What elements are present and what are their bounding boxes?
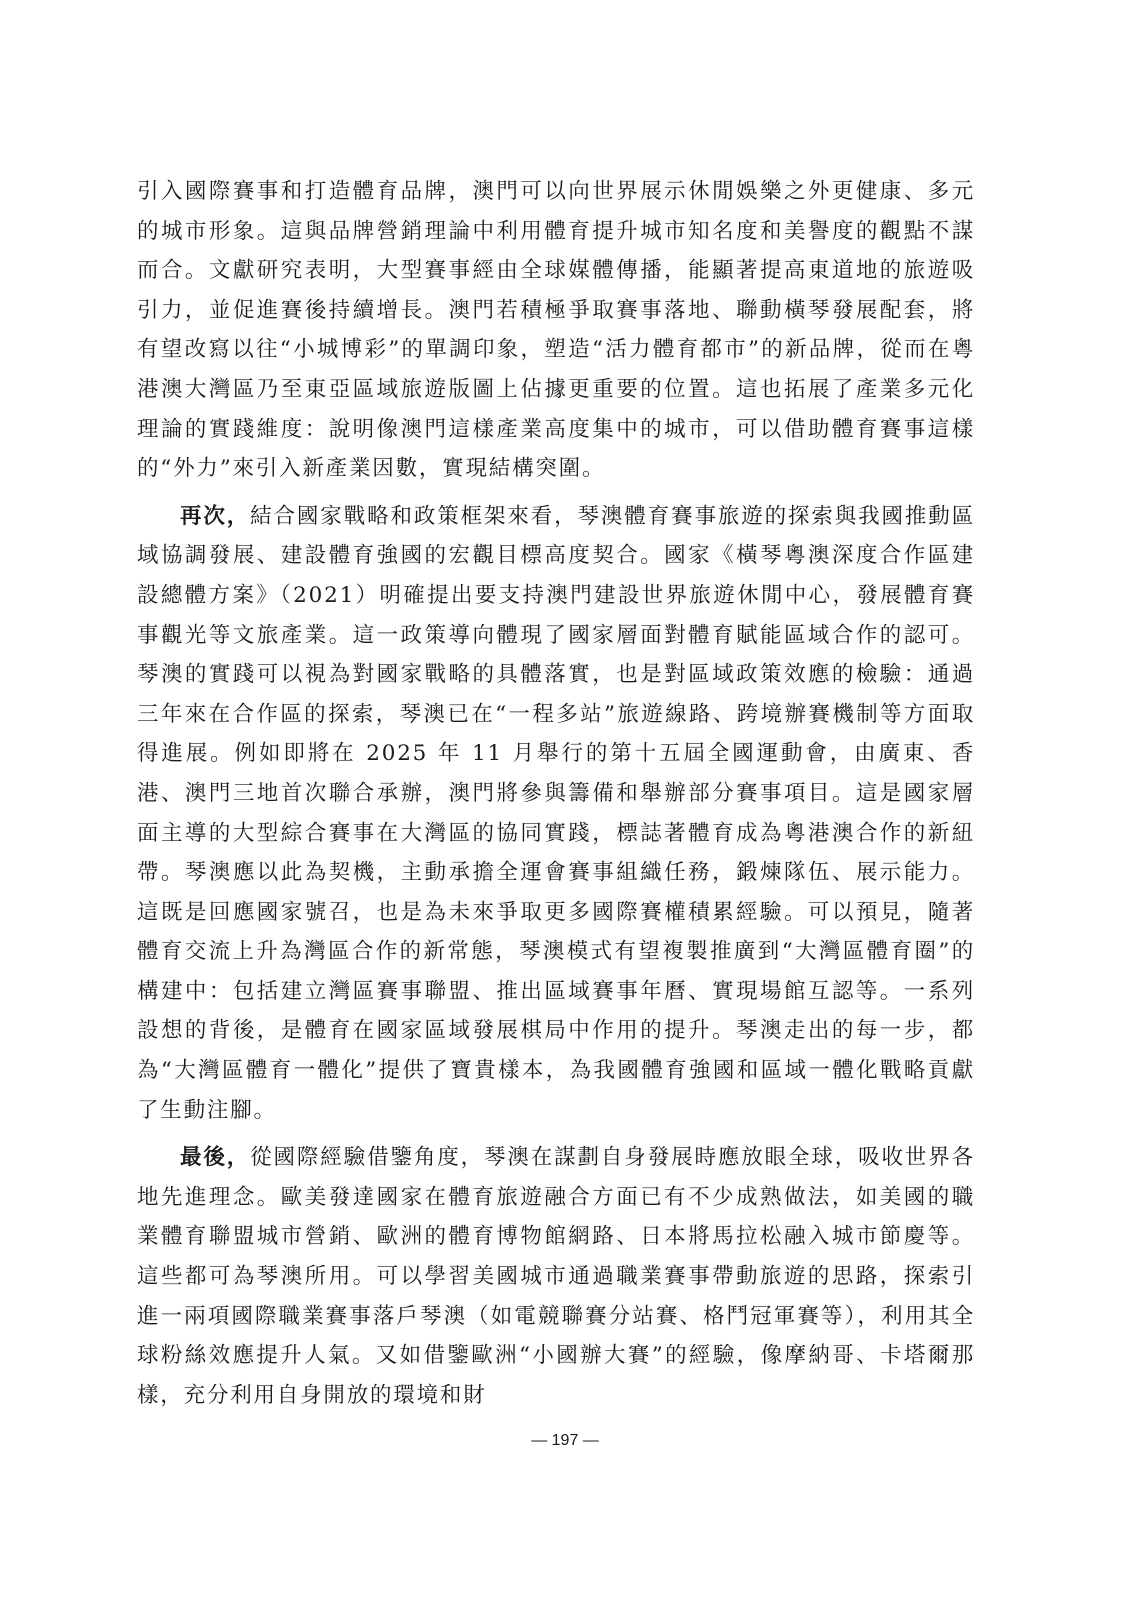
paragraph-2 (137, 497, 975, 1131)
paragraph-text: 結合國家戰略和政策框架來看，琴澳體育賽事旅遊的探索與我國推動區域協調發展、建設體育強國的宏觀目標高度契合。國家《橫琴粵澳深度合作區建設總體方案》（2021）明確提出要支持澳門建設世界旅遊休閒中心，發展體育賽事觀光等文旅產業。這一政策導向體現了國家層面對體育賦能區域合作的認可。琴澳的實踐可以視為對國家戰略的具體落實，也是對區域政策效應的檢驗：通過三年來在合作區的探索，琴澳已在“一程多站”旅遊線路、跨境辦賽機制等方面取得進展。例如即將在 2025 年 11 月舉行的第十五屆全國運動會，由廣東、香港、澳門三地首次聯合承辦，澳門將參與籌備和舉辦部分賽事項目。這是國家層面主導的大型綜合賽事在大灣區的協同實踐，標誌著體育成為粵港澳合作的新紐帶。琴澳應以此為契機，主動承擔全運會賽事組織任務，鍛煉隊伍、展示能力。這既是回應國家號召，也是為未來爭取更多國際賽權積累經驗。可以預見，隨著體育交流上升為灣區合作的新常態，琴澳模式有望複製推廣到“大灣區體育圈”的構建中：包括建立灣區賽事聯盟、推出區域賽事年曆、實現場館互認等。一系列設想的背後，是體育在國家區域發展棋局中作用的提升。琴澳走出的每一步，都為“大灣區體育一體化”提供了寶貴樣本，為我國體育強國和區域一體化戰略貢獻了生動注腳。 (137, 503, 975, 1123)
paragraph-lead: 再次， (180, 503, 251, 529)
paragraph-3 (137, 1138, 975, 1415)
paragraph-text: 引入國際賽事和打造體育品牌，澳門可以向世界展示休閒娛樂之外更健康、多元的城市形象。這與品牌營銷理論中利用體育提升城市知名度和美譽度的觀點不謀而合。文獻研究表明，大型賽事經由全球媒體傳播，能顯著提高東道地的旅遊吸引力，並促進賽後持續增長。澳門若積極爭取賽事落地、聯動橫琴發展配套，將有望改寫以往“小城博彩”的單調印象，塑造“活力體育都市”的新品牌，從而在粵港澳大灣區乃至東亞區域旅遊版圖上佔據更重要的位置。這也拓展了產業多元化理論的實踐維度：說明像澳門這樣產業高度集中的城市，可以借助體育賽事這樣的“外力”來引入新產業因數，實現結構突圍。 (137, 179, 975, 482)
paragraph-1 (137, 172, 975, 489)
paragraph-text: 從國際經驗借鑒角度，琴澳在謀劃自身發展時應放眼全球，吸收世界各地先進理念。歐美發達國家在體育旅遊融合方面已有不少成熟做法，如美國的職業體育聯盟城市營銷、歐洲的體育博物館網路、日本將馬拉松融入城市節慶等。這些都可為琴澳所用。可以學習美國城市通過職業賽事帶動旅遊的思路，探索引進一兩項國際職業賽事落戶琴澳（如電競聯賽分站賽、格鬥冠軍賽等），利用其全球粉絲效應提升人氣。又如借鑒歐洲“小國辦大賽”的經驗，像摩納哥、卡塔爾那樣，充分利用自身開放的環境和財 (137, 1145, 975, 1408)
document-body (137, 172, 975, 1423)
page-number: — 197 — (531, 1432, 599, 1449)
paragraph-lead: 最後， (180, 1145, 251, 1171)
